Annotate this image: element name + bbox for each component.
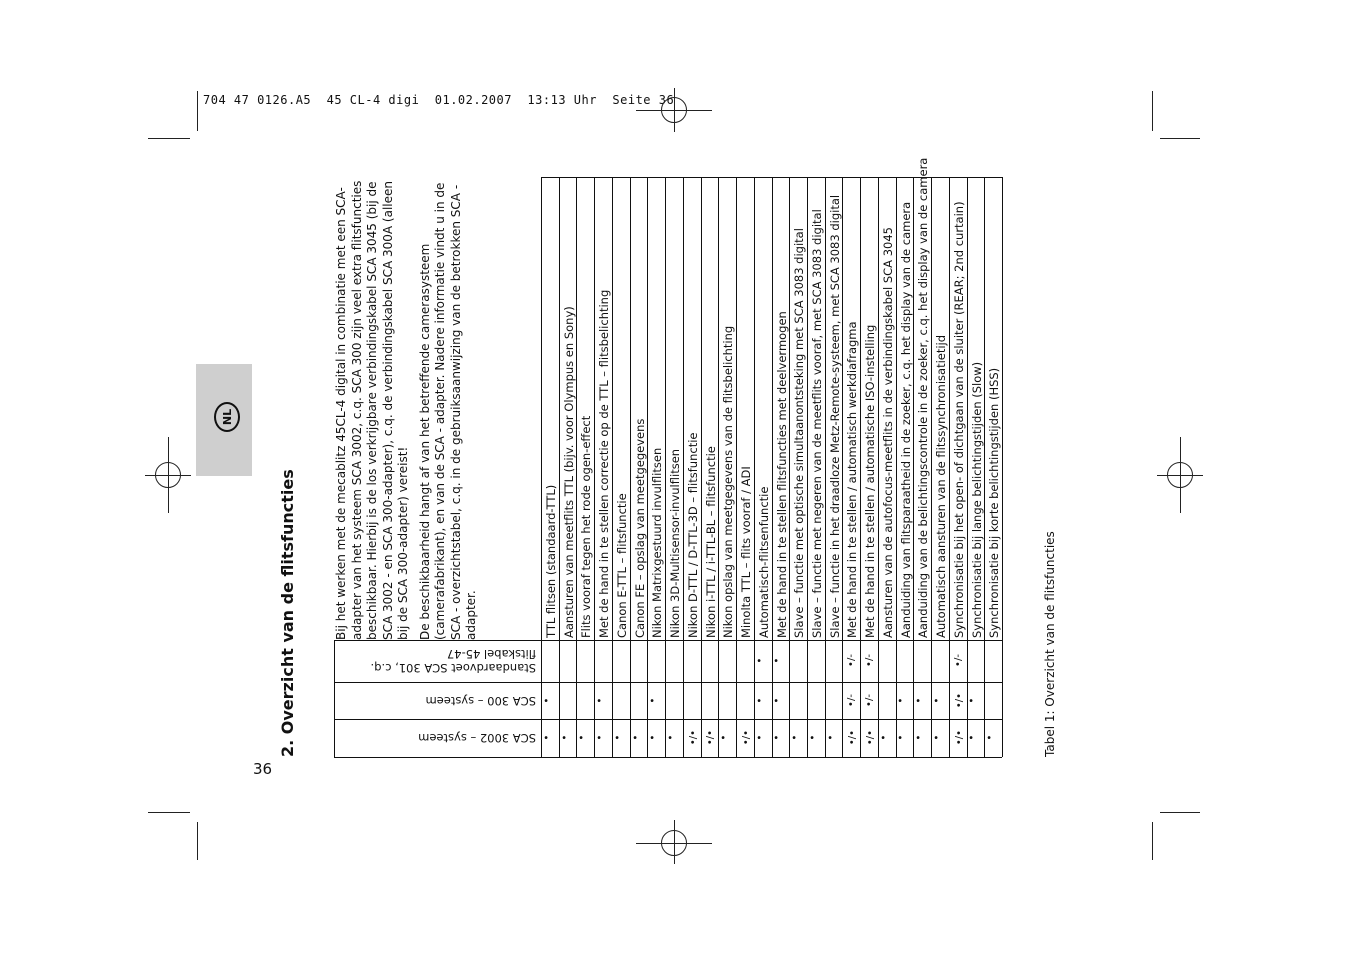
support-mark: •: [647, 734, 659, 741]
table-rule: [334, 719, 1002, 720]
support-mark: •/-: [863, 693, 875, 707]
table-rule: [647, 177, 648, 757]
support-mark: •: [541, 697, 553, 703]
table-rule: [334, 757, 1002, 758]
table-rule: [683, 177, 684, 757]
function-label: Flits vooraf tegen het rode ogen-effect: [579, 415, 594, 638]
table-rule: [825, 177, 826, 757]
table-rule: [772, 177, 773, 757]
function-label: Minolta TTL – flits vooraf / ADI: [739, 466, 754, 638]
table-rule: [594, 177, 595, 757]
support-mark: •/•: [687, 729, 699, 746]
support-mark: •: [594, 734, 606, 741]
table-rule: [807, 177, 808, 757]
support-mark: •/•: [953, 729, 965, 746]
function-label: Met de hand in te stellen correctie op de TTL – flitsbelichting: [597, 289, 612, 638]
function-label: Aanduiding van flitsparaatheid in de zoeker, c.q. het display van de camera: [898, 201, 913, 638]
function-label: Canon E-TTL – flitsfunctie: [614, 493, 629, 638]
function-label: Automatisch aansturen van de flitssynchronisatietijd: [934, 334, 949, 638]
support-mark: •: [771, 657, 783, 664]
support-mark: •: [789, 734, 801, 741]
table-rule: [718, 177, 719, 757]
function-label: Slave – functie in het draadloze Metz-Remote-systeem, met SCA 3083 digital: [827, 194, 842, 638]
function-label: Nikon opslag van meetgegevens van de flitsbelichting: [721, 325, 736, 638]
function-table: [334, 157, 1002, 757]
table-rule: [630, 177, 631, 757]
function-label: Slave – functie met negeren van de meetflits vooraf, met SCA 3083 digital: [809, 209, 824, 638]
table-rule: [842, 177, 843, 757]
table-rule: [896, 177, 897, 757]
support-mark: •: [895, 697, 907, 703]
support-mark: •: [878, 734, 890, 741]
function-label: Met de hand in te stellen / automatische ISO-instelling: [863, 324, 878, 638]
table-rule: [612, 177, 613, 757]
support-mark: •/•: [740, 729, 752, 746]
support-mark: •: [576, 734, 588, 741]
function-label: Met de hand in te stellen flitsfuncties met deelvermogen: [774, 311, 789, 638]
support-mark: •: [629, 734, 641, 741]
table-rule: [576, 177, 577, 757]
table-rule: [1002, 177, 1003, 757]
support-mark: •/-: [863, 654, 875, 667]
support-mark: •: [559, 734, 571, 741]
language-badge: NL: [214, 402, 240, 432]
support-mark: •/•: [847, 729, 859, 746]
table-rule: [736, 177, 737, 757]
support-mark: •: [594, 697, 606, 703]
table-rule: [913, 177, 914, 757]
support-mark: •: [754, 657, 766, 664]
column-header: SCA 3002 – systeem: [418, 731, 536, 745]
support-mark: •: [754, 697, 766, 703]
print-header: 704 47 0126.A5 45 CL-4 digi 01.02.2007 13:13 Uhr Seite 36: [203, 93, 675, 107]
intro-paragraph: De beschikbaarheid hangt af van het betreffende camerasysteem (camerafabrikant), en van de SCA - adapter. Nadere informatie vindt u in de SCA - overzichtstabel, c.q. in de gebruiksaanwijzing van de betrokken SCA - adapter.: [417, 182, 478, 640]
support-mark: •/•: [865, 729, 877, 746]
table-rule: [701, 177, 702, 757]
function-label: Synchronisatie bij korte belichtingstijden (HSS): [987, 367, 1002, 638]
column-header: Standaardvoet SCA 301, c.q. flitskabel 45-47: [370, 647, 536, 675]
support-mark: •: [913, 734, 925, 741]
support-mark: •/•: [953, 692, 965, 708]
function-label: Slave – functie met optische simultaanontsteking met SCA 3083 digital: [792, 228, 807, 638]
support-mark: •/•: [705, 729, 717, 746]
support-mark: •: [771, 734, 783, 741]
section-title: 2. Overzicht van de flitsfuncties: [278, 469, 297, 757]
function-label: Canon FE – opslag van meetgegevens: [632, 418, 647, 638]
function-label: Aansturen van meetflits TTL (bijv. voor Olympus en Sony): [561, 306, 576, 638]
support-mark: •/-: [846, 654, 858, 667]
table-rule: [559, 177, 560, 757]
support-mark: •: [771, 697, 783, 703]
function-label: TTL flitsen (standaard-TTL): [544, 484, 558, 638]
page-number: 36: [253, 760, 273, 778]
function-label: Nikon i-TTL / i-TTL-BL – flitsfunctie: [703, 446, 718, 638]
table-rule: [967, 177, 968, 757]
support-mark: •/-: [846, 693, 858, 707]
function-label: Nikon Matrixgestuurd invulflitsen: [650, 447, 665, 638]
table-rule: [878, 177, 879, 757]
support-mark: •: [612, 734, 624, 741]
table-rule: [949, 177, 950, 757]
support-mark: •: [966, 697, 978, 703]
support-mark: •: [895, 734, 907, 741]
support-mark: •: [754, 734, 766, 741]
support-mark: •: [647, 697, 659, 703]
table-rule: [334, 640, 335, 757]
support-mark: •: [931, 697, 943, 703]
support-mark: •/-: [952, 654, 964, 667]
function-label: Nikon 3D-Multisensor-invulflitsen: [668, 448, 683, 638]
table-rule: [984, 177, 985, 757]
support-mark: •: [931, 734, 943, 741]
function-label: Synchronisatie bij lange belichtingstijden (Slow): [969, 361, 984, 638]
function-label: Aanduiding van de belichtingscontrole in de zoeker, c.q. het display van de camera: [916, 157, 931, 638]
support-mark: •: [966, 734, 978, 741]
table-caption: Tabel 1: Overzicht van de flitsfuncties: [1043, 531, 1057, 757]
support-mark: •: [665, 734, 677, 741]
function-label: Aansturen van de autofocus-meetflits in de verbindingskabel SCA 3045: [880, 227, 895, 638]
table-rule: [334, 640, 1002, 641]
support-mark: •: [825, 734, 836, 741]
support-mark: •: [984, 734, 996, 741]
support-mark: •: [807, 734, 819, 741]
table-rule: [541, 177, 542, 757]
intro-paragraph: Bij het werken met de mecablitz 45CL-4 digital in combinatie met een SCA-adapter van het systeem SCA 3002, c.q. SCA 300 zijn veel extra flitsfuncties beschikbaar. Hierbij is de los verkrijgbare verbindingskabel SCA 3045 (bij de SCA 3002 - en SCA 300-adapter), c.q. de verbindingskabel SCA 300A (alleen bij de SCA 300-adapter) vereist!: [334, 180, 410, 640]
function-label: Synchronisatie bij het open- of dichtgaan van de sluiter (REAR; 2nd curtain): [951, 201, 966, 638]
column-header: SCA 300 – systeem: [425, 693, 536, 708]
table-rule: [789, 177, 790, 757]
support-mark: •: [718, 734, 730, 741]
table-rule: [860, 177, 861, 757]
table-rule: [931, 177, 932, 757]
support-mark: •: [541, 734, 553, 741]
function-label: Nikon D-TTL / D-TTL-3D – flitsfunctie: [685, 432, 700, 638]
table-rule: [754, 177, 755, 757]
table-rule: [334, 682, 1002, 683]
function-label: Automatisch-flitsenfunctie: [756, 486, 771, 638]
support-mark: •: [913, 697, 925, 703]
function-label: Met de hand in te stellen / automatisch werkdiafragma: [845, 321, 860, 638]
table-rule: [665, 177, 666, 757]
